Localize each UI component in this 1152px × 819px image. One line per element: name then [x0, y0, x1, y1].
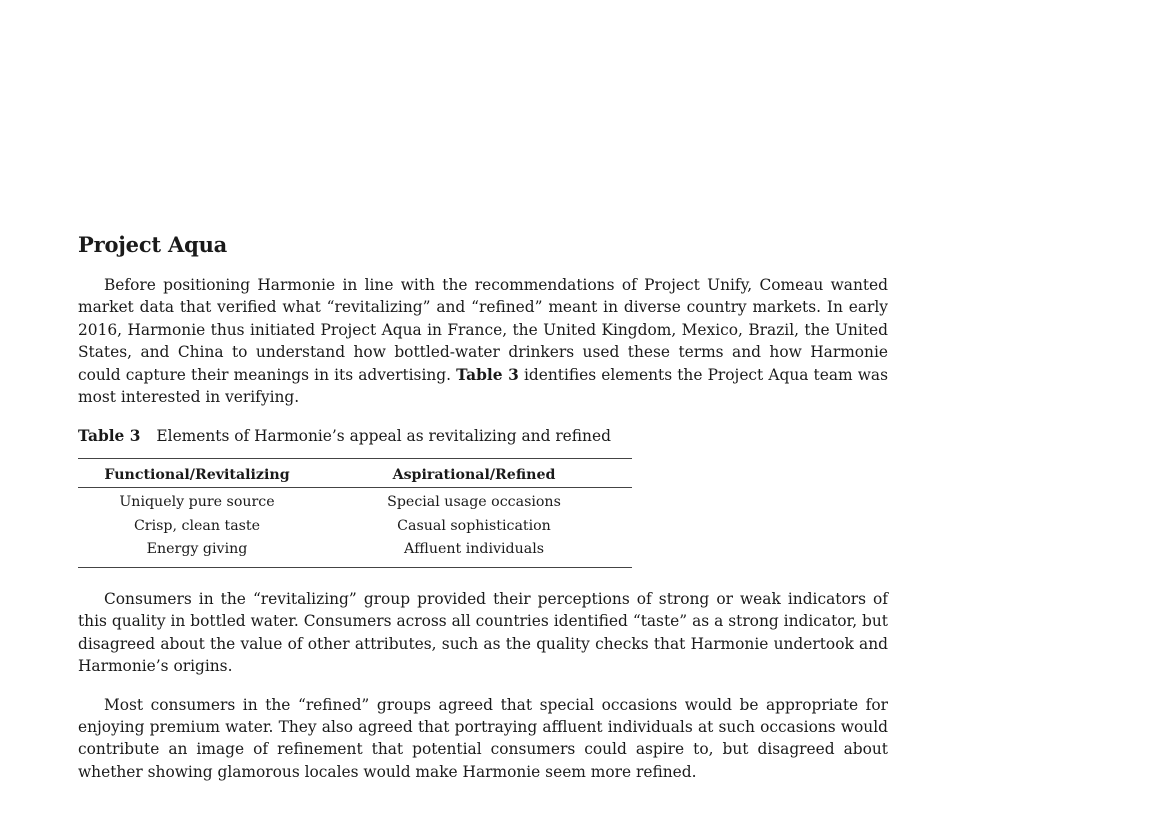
- table-reference: Table 3: [456, 365, 519, 384]
- table-number: Table 3: [78, 427, 141, 446]
- paragraph-refined: Most consumers in the “refined” groups agreed that special occasions would be appropriate for enjoying premium water. They also agreed that portraying affluent individuals at such occasions would contribute an image of refinement that potential consumers could aspire to, but disagreed about whether showing glamorous locales would make Harmonie seem more refined.: [78, 695, 888, 781]
- table-cell: Special usage occasions: [387, 494, 561, 511]
- section-heading: Project Aqua: [78, 232, 228, 257]
- header-aspirational: Aspirational/Refined: [392, 467, 556, 484]
- table-cell: Crisp, clean taste: [133, 517, 261, 534]
- elements-table: [78, 458, 632, 568]
- table-row: [78, 515, 632, 539]
- paragraph-intro-text: Before positioning Harmonie in line with the recommendations of Project Unify, Comeau wanted market data that verified what “revitalizing” and “refined” meant in diverse country markets. In early 2016, Harmonie thus initiated Project Aqua in France, the United Kingdom, Mexico, Brazil, the United States, and China to understand how bottled-water drinkers used these terms and how Harmonie could capture their meanings in its advertising.: [78, 276, 888, 384]
- document-page: [78, 232, 888, 783]
- table-title: Elements of Harmonie’s appeal as revitalizing and refined: [156, 427, 611, 446]
- table-cell: Affluent individuals: [403, 541, 545, 558]
- table-cell: Casual sophistication: [397, 517, 551, 534]
- paragraph-revitalizing: Consumers in the “revitalizing” group provided their perceptions of strong or weak indicators of this quality in bottled water. Consumers across all countries identified “taste” as a strong indicator, but disagreed about the value of other attributes, such as the quality checks that Harmonie undertook and Harmonie’s origins.: [78, 589, 888, 676]
- table-caption: [78, 425, 888, 447]
- paragraph-intro: [78, 274, 888, 408]
- table-cell: Energy giving: [146, 541, 248, 558]
- table-header-row: [78, 459, 632, 488]
- table-row: [78, 538, 632, 567]
- table-cell: Uniquely pure source: [119, 494, 275, 511]
- paragraph-intro-tail: identifies elements the Project Aqua team was most interested in verifying.: [78, 365, 888, 407]
- table-row: [78, 488, 632, 515]
- header-functional: Functional/Revitalizing: [104, 467, 290, 484]
